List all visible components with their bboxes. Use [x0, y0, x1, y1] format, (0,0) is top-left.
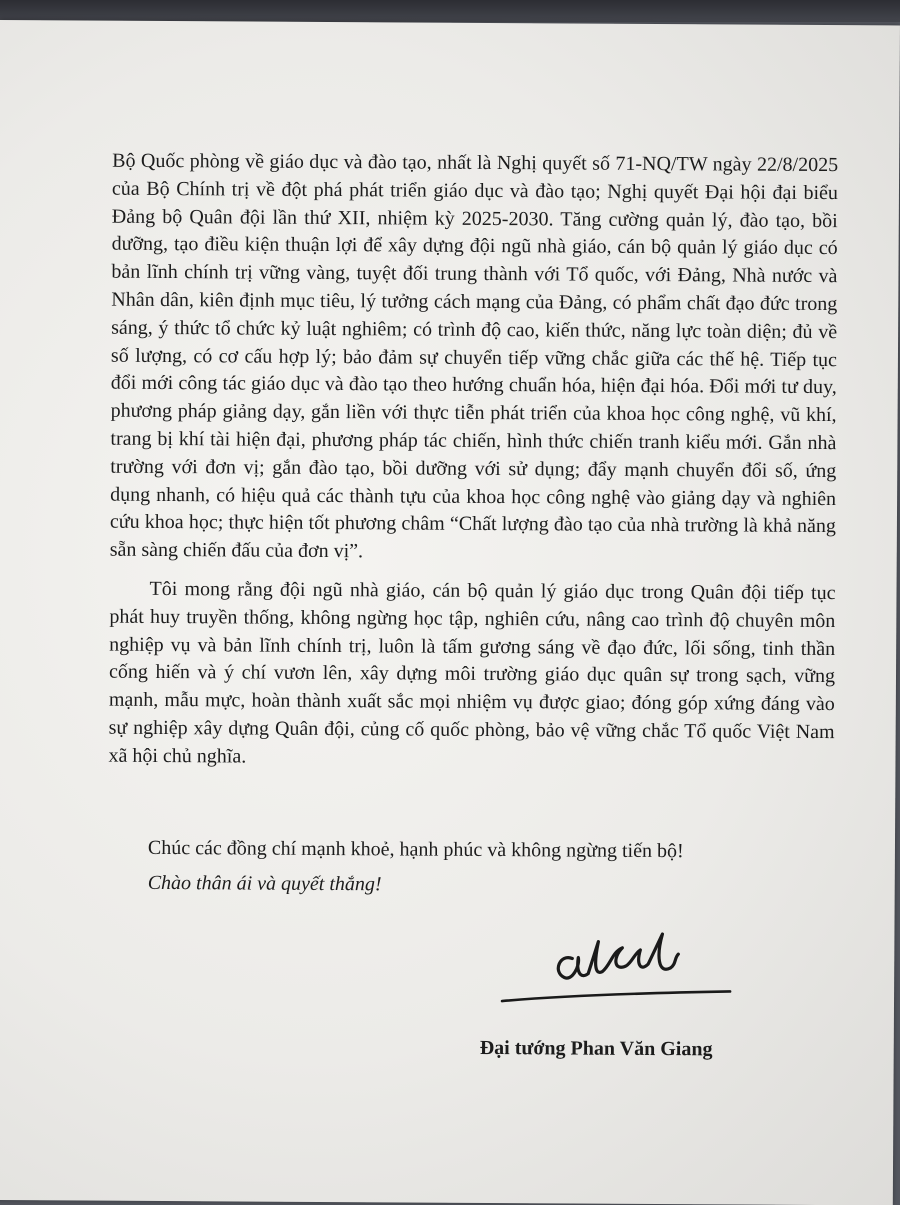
handwritten-signature [494, 913, 755, 1015]
letter-body [108, 148, 838, 775]
closing-wish: Chúc các đồng chí mạnh khoẻ, hạnh phúc và không ngừng tiến bộ! [147, 836, 684, 863]
desk-background [0, 0, 900, 22]
body-paragraph-2: Tôi mong rằng đội ngũ nhà giáo, cán bộ quản lý giáo dục trong Quân đội tiếp tục phát huy truyền thống, không ngừng học tập, nghiên cứu, nâng cao trình độ chuyên môn nghiệp vụ và bản lĩnh chính trị, luôn là tấm gương sáng về đạo đức, lối sống, tinh thần cống hiến và ý chí vươn lên, xây dựng môi trường giáo dục quân sự trong sạch, vững mạnh, mẫu mực, hoàn thành xuất sắc mọi nhiệm vụ được giao; đóng góp xứng đáng vào sự nghiệp xây dựng Quân đội, củng cố quốc phòng, bảo vệ vững chắc Tổ quốc Việt Nam xã hội chủ nghĩa. [108, 577, 836, 768]
body-paragraph-1: Bộ Quốc phòng về giáo dục và đào tạo, nhất là Nghị quyết số 71-NQ/TW ngày 22/8/2025 của Bộ Chính trị về đột phá phát triển giáo dục và đào tạo; Nghị quyết Đại hội đại biểu Đảng bộ Quân đội lần thứ XII, nhiệm kỳ 2025-2030. Tăng cường quản lý, đào tạo, bồi dưỡng, tạo điều kiện thuận lợi để xây dựng đội ngũ nhà giáo, cán bộ quản lý giáo dục có bản lĩnh chính trị vững vàng, tuyệt đối trung thành với Tổ quốc, với Đảng, Nhà nước và Nhân dân, kiên định mục tiêu, lý tưởng cách mạng của Đảng, có phẩm chất đạo đức trong sáng, ý thức tổ chức kỷ luật nghiêm; có trình độ cao, kiến thức, năng lực toàn diện; đủ về số lượng, có cơ cấu hợp lý; bảo đảm sự chuyển tiếp vững chắc giữa các thế hệ. Tiếp tục đổi mới công tác giáo dục và đào tạo theo hướng chuẩn hóa, hiện đại hóa. Đổi mới tư duy, phương pháp giảng dạy, gắn liền với thực tiễn phát triển của khoa học công nghệ, vũ khí, trang bị khí tài hiện đại, phương pháp tác chiến, hình thức chiến tranh kiểu mới. Gắn nhà trường với đơn vị; gắn đào tạo, bồi dưỡng với sử dụng; đẩy mạnh chuyển đổi số, ứng dụng nhanh, có hiệu quả các thành tựu của khoa học công nghệ vào giảng dạy và nghiên cứu khoa học; thực hiện tốt phương châm “Chất lượng đào tạo của nhà trường là khả năng sẵn sàng chiến đấu của đơn vị”. [109, 149, 839, 563]
farewell-line: Chào thân ái và quyết thắng! [147, 871, 382, 896]
letter-page [0, 20, 900, 1205]
signer-name: Đại tướng Phan Văn Giang [479, 1036, 713, 1061]
